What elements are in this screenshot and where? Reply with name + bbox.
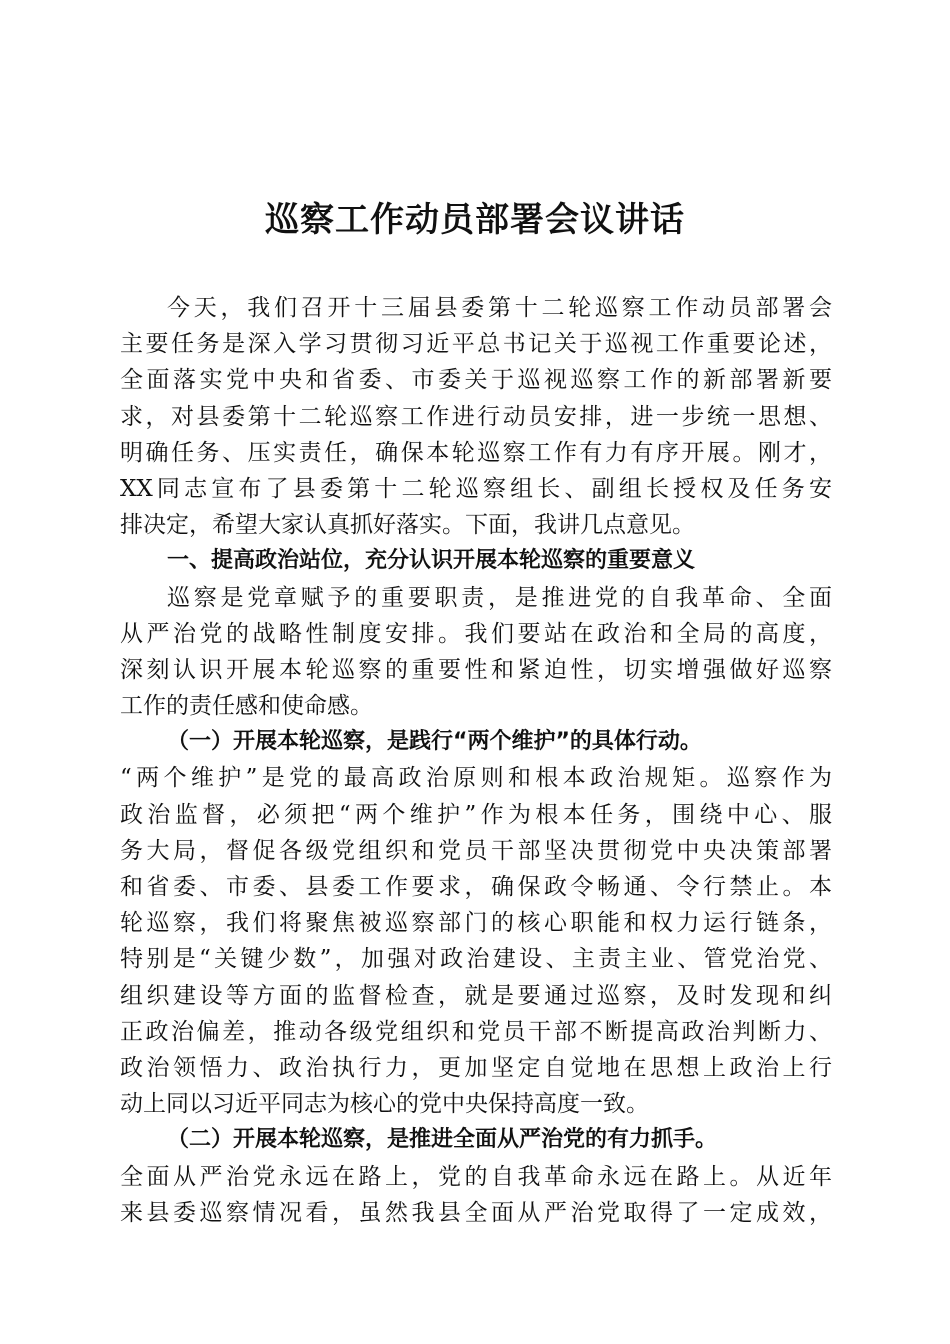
body-line: 正政治偏差，推动各级党组织和党员干部不断提高政治判断力、 xyxy=(120,1018,832,1045)
body-line: 今天，我们召开十三届县委第十二轮巡察工作动员部署会 xyxy=(167,295,832,321)
body-line: 一、提高政治站位，充分认识开展本轮巡察的重要意义 xyxy=(167,548,696,574)
body-line: 组织建设等方面的监督检查，就是要通过巡察，及时发现和纠 xyxy=(120,982,832,1009)
body-line: 主要任务是深入学习贯彻习近平总书记关于巡视工作重要论述， xyxy=(120,331,832,358)
body-line: 特别是“关键少数”，加强对政治建设、主责主业、管党治党、 xyxy=(120,946,832,973)
body-line: 来县委巡察情况看，虽然我县全面从严治党取得了一定成效， xyxy=(120,1199,832,1226)
body-line: 政治监督，必须把“两个维护”作为根本任务，围绕中心、服 xyxy=(120,801,832,828)
body-line: 从严治党的战略性制度安排。我们要站在政治和全局的高度， xyxy=(120,620,832,647)
body-line: XX同志宣布了县委第十二轮巡察组长、副组长授权及任务安 xyxy=(120,475,832,502)
body-line: （二）开展本轮巡察，是推进全面从严治党的有力抓手。 xyxy=(167,1127,718,1153)
body-line: 轮巡察，我们将聚焦被巡察部门的核心职能和权力运行链条， xyxy=(120,910,832,937)
body-line: 求，对县委第十二轮巡察工作进行动员安排，进一步统一思想、 xyxy=(120,403,832,430)
body-line: 工作的责任感和使命感。 xyxy=(120,693,373,720)
body-line: 巡察是党章赋予的重要职责，是推进党的自我革命、全面 xyxy=(167,584,832,611)
document-body xyxy=(120,290,832,1231)
body-line: 排决定，希望大家认真抓好落实。下面，我讲几点意见。 xyxy=(120,512,695,539)
document-title: 巡察工作动员部署会议讲话 xyxy=(265,200,685,240)
body-line: 动上同以习近平同志为核心的党中央保持高度一致。 xyxy=(120,1091,649,1118)
body-line: 明确任务、压实责任，确保本轮巡察工作有力有序开展。刚才， xyxy=(120,439,832,466)
body-line: 全面落实党中央和省委、市委关于巡视巡察工作的新部署新要 xyxy=(120,367,832,394)
body-line: 全面从严治党永远在路上，党的自我革命永远在路上。从近年 xyxy=(120,1163,832,1190)
body-line: 和省委、市委、县委工作要求，确保政令畅通、令行禁止。本 xyxy=(120,874,832,900)
body-line: 政治领悟力、政治执行力，更加坚定自觉地在思想上政治上行 xyxy=(120,1054,832,1081)
body-line: 务大局，督促各级党组织和党员干部坚决贯彻党中央决策部署 xyxy=(120,837,832,864)
body-line: （一）开展本轮巡察，是践行“两个维护”的具体行动。 xyxy=(167,729,702,755)
body-line: 深刻认识开展本轮巡察的重要性和紧迫性，切实增强做好巡察 xyxy=(120,656,832,683)
body-line: “两个维护”是党的最高政治原则和根本政治规矩。巡察作为 xyxy=(120,765,832,792)
